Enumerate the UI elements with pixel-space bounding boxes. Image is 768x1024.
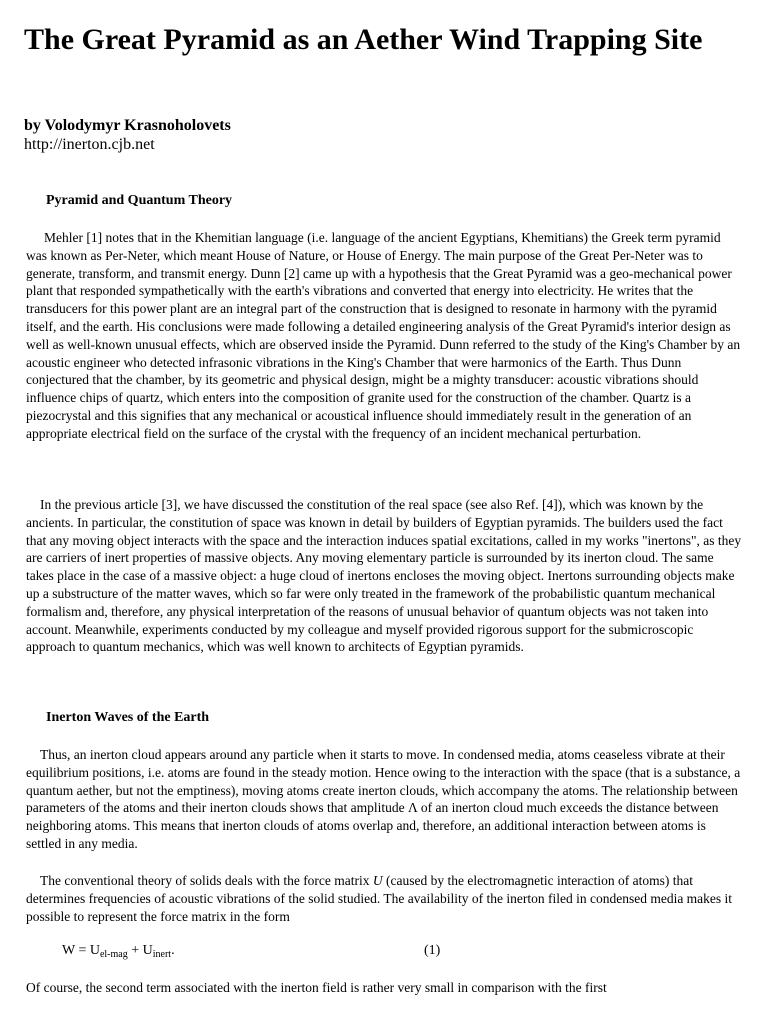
equation-end: . bbox=[171, 943, 175, 958]
force-matrix-symbol: U bbox=[372, 873, 383, 888]
page-title: The Great Pyramid as an Aether Wind Trapping Site bbox=[24, 23, 703, 56]
paragraph-previous-article: In the previous article [3], we have discussed the constitution of the real space (see also Ref. [4]), which was known by the ancients. In particular, the constitution of space was known in detail by builders of Egyptian pyramids. The builders used the fact that any moving object interacts with the space and the interaction induces spatial excitations, called in my works "inertons", as they are carriers of inert properties of massive objects. Any moving elementary particle is surrounded by its inerton cloud. The same takes place in the case of a massive object: a huge cloud of inertons encloses the moving object. Inertons surrounding objects make up a substructure of the matter waves, which so far were only treated in the framework of the probabilistic quantum mechanical formalism and, therefore, any physical interpretation of the reasons of unusual behavior of quantum objects was not taken into account. Meanwhile, experiments conducted by my colleague and myself provided rigorous support for the submicroscopic approach to quantum mechanics, which was well known to architects of Egyptian pyramids. bbox=[26, 497, 742, 655]
force-matrix-text-end: (caused by the electromagnetic interaction of atoms) that determines frequencies of acoustic vibrations of the solid studied. The availability of the inerton filed in condensed media makes it possible to represent the force matrix in the form bbox=[26, 873, 733, 924]
equation-1 bbox=[62, 942, 462, 964]
paragraph-trailing: Of course, the second term associated with the inerton field is rather very small in comparison with the first bbox=[26, 980, 607, 995]
equation-lhs: W = U bbox=[62, 943, 100, 958]
section-heading-inerton-waves: Inerton Waves of the Earth bbox=[46, 710, 210, 725]
equation-sub-inert: inert bbox=[152, 949, 172, 960]
equation-number: (1) bbox=[424, 943, 441, 958]
author-url: http://inerton.cjb.net bbox=[24, 136, 155, 153]
force-matrix-text-start: The conventional theory of solids deals with the force matrix bbox=[40, 873, 370, 888]
equation-sub-elmag: el-mag bbox=[99, 949, 128, 960]
equation-mid: + U bbox=[127, 943, 153, 958]
section-heading-pyramid-quantum: Pyramid and Quantum Theory bbox=[46, 193, 233, 208]
paragraph-force-matrix bbox=[26, 872, 742, 925]
paragraph-inerton-cloud: Thus, an inerton cloud appears around any particle when it starts to move. In condensed media, atoms ceaseless vibrate at their equilibrium positions, i.e. atoms are found in the steady motion. Hence owing to the interaction with the space (that is a substance, a quantum aether, but not the emptiness), moving atoms create inerton clouds, which accompany the atoms. The relationship between parameters of the atoms and their inerton clouds shows that amplitude Λ of an inerton cloud much exceeds the distance between neighboring atoms. This means that inerton clouds of atoms overlap and, therefore, an additional interaction between atoms is settled in any media. bbox=[26, 747, 741, 851]
author-byline: by Volodymyr Krasnoholovets bbox=[24, 117, 231, 134]
paragraph-mehler: Mehler [1] notes that in the Khemitian language (i.e. language of the ancient Egyptians, Khemitians) the Greek term pyramid was known as Per-Neter, which meant House of Nature, or House of Energy. The main purpose of the Great Per-Neter was to generate, transform, and transmit energy. Dunn [2] came up with a hypothesis that the Great Pyramid was a geo-mechanical power plant that responded sympathetically with the earth's vibrations and converted that energy into electricity. He writes that the transducers for this power plant are an integral part of the construction that is designed to resonate in harmony with the pyramid itself, and the earth. His conclusions were made following a detailed engineering analysis of the Great Pyramid's interior design as well as well-known unusual effects, which are observed inside the Pyramid. Dunn referred to the study of the King's Chamber by an acoustic engineer who detected infrasonic vibrations in the King's Chamber that were harmonics of the Earth. Thus Dunn conjectured that the chamber, by its geometric and physical design, might be a mighty transducer: acoustic vibrations should influence chips of quartz, which enters into the composition of granite used for the construction of the chamber. Quartz is a piezocrystal and this signifies that any mechanical or acoustical influence should immediately result in the generation of an appropriate electrical field on the surface of the crystal with the frequency of an incident mechanical perturbation. bbox=[26, 230, 741, 441]
